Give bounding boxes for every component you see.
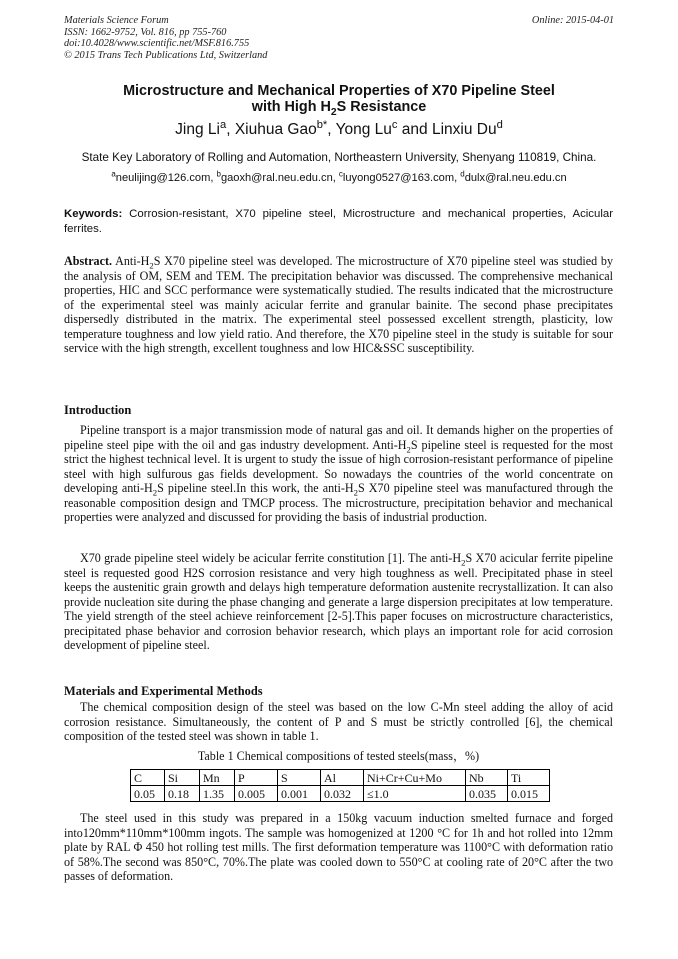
- section-heading-methods: Materials and Experimental Methods: [64, 684, 263, 698]
- email[interactable]: $^a$neulijing@126.com,: [111, 169, 217, 184]
- paper-title: [40, 83, 638, 118]
- title-line-2: with High $H_2S$ Resistance: [251, 99, 427, 118]
- table-cell: 0.005: [235, 786, 278, 802]
- table-cell: Nb: [466, 770, 508, 786]
- doi-line: doi:10.4028/www.scientific.net/MSF.816.755: [64, 38, 250, 50]
- abstract-label: Abstract.: [64, 254, 113, 268]
- keywords: [64, 207, 613, 236]
- title-line-1: Microstructure and Mechanical Properties of X70 Pipeline Steel: [123, 83, 555, 99]
- table-cell: 0.18: [165, 786, 200, 802]
- table-cell: ≤1.0: [364, 786, 466, 802]
- introduction-paragraph-2: X70 grade pipeline steel widely be acicular ferrite constitution [1]. The anti-$H_2S$ X70 acicular ferrite pipeline steel is requested good H2S corrosion resistance and very high toughness as well. Precipitated phase in steel keeps the austenitic grain growth and delays high temperature deformation austenite recrystallization. It can also provide nucleation site during the phase changing and generate a large dispersion precipitates at low temperature. The yield strength of the steel achieve reinforcement [2-5].This paper focuses on microstructure characteristics, precipitated phase behavior and corrosion behavior research, which plays an important role for acid corrosion development of pipeline steel.: [64, 551, 613, 653]
- table-cell: 0.001: [278, 786, 321, 802]
- email[interactable]: $^b$gaoxh@ral.neu.edu.cn,: [216, 169, 339, 184]
- author-emails: [40, 171, 638, 185]
- email[interactable]: $^d$dulx@ral.neu.edu.cn: [460, 169, 567, 184]
- author: Linxiu Du$^d$: [431, 118, 503, 138]
- abstract: Abstract. Anti-$H_2S$ X70 pipeline steel was developed. The microstructure of X70 pipeline steel was studied by the analysis of OM, SEM and TEM. The precipitation behavior was discussed. The comprehensive mechanical properties, HIC and SCC performance were systematically studied. The results indicated that the microstructure of the experimental steel was mainly acicular ferrite and granular bainite. The second phase precipitates dispersedly distributed in the matrix. The experimental steel possessed excellent strength, plasticity, low temperature toughness and low yield ratio. And therefore, the X70 pipeline steel in the study is suitable for sour service with the high strength, excellent toughness and low HIC&SSC susceptibility.: [64, 254, 613, 356]
- methods-paragraph-2: The steel used in this study was prepared in a 150kg vacuum induction smelted furnace and forged into120mm*110mm*100mm ingots. The sample was homogenized at 1200 °C for 1h and hot rolled into 12mm plate by RAL Φ 450 hot rolling test mills. The first deformation temperature was 1100°C with deformation ratio of 58%.The second was 850°C, 70%.The plate was cooled down to 550°C at cooling rate of 20°C after the two passes of deformation.: [64, 811, 613, 884]
- author-list: [40, 118, 638, 139]
- table-caption: Table 1 Chemical compositions of tested steels(mass，%): [197, 749, 480, 763]
- journal-name: Materials Science Forum: [64, 15, 169, 26]
- section-heading-introduction: Introduction: [64, 403, 132, 417]
- affiliation: State Key Laboratory of Rolling and Automation, Northeastern University, Shenyang 110819, China.: [81, 151, 597, 164]
- table-cell: S: [278, 770, 321, 786]
- author: Yong Lu$^c$ and: [335, 118, 432, 138]
- table-cell: C: [131, 770, 165, 786]
- copyright-line: © 2015 Trans Tech Publications Ltd, Switzerland: [64, 49, 268, 61]
- chemical-composition-table: [130, 769, 550, 802]
- issn-line: ISSN: 1662-9752, Vol. 816, pp 755-760: [64, 26, 227, 38]
- author: Xiuhua Gao$^{b*}$,: [234, 118, 336, 138]
- table-row: [131, 786, 550, 802]
- table-cell: Mn: [200, 770, 235, 786]
- online-date: Online: 2015-04-01: [531, 15, 614, 26]
- table-header-row: [131, 770, 550, 786]
- journal-header: [64, 15, 267, 61]
- author: Jing Li$^a$,: [175, 118, 235, 138]
- methods-paragraph-1: The chemical composition design of the steel was based on the low C-Mn steel adding the alloy of acid corrosion resistance. Simultaneously, the content of P and S must be strictly controlled [6], the chemical composition of the tested steel was shown in table 1.: [64, 700, 613, 744]
- table-cell: Al: [321, 770, 364, 786]
- table-cell: 1.35: [200, 786, 235, 802]
- table-cell: Ni+Cr+Cu+Mo: [364, 770, 466, 786]
- table-cell: 0.035: [466, 786, 508, 802]
- table-cell: Si: [165, 770, 200, 786]
- email[interactable]: $^c$luyong0527@163.com,: [338, 169, 461, 184]
- table-cell: 0.032: [321, 786, 364, 802]
- keywords-text: Corrosion-resistant, X70 pipeline steel, Microstructure and mechanical properties, Acicular ferrites.: [64, 208, 613, 235]
- keywords-label: Keywords:: [64, 208, 123, 220]
- table-cell: 0.015: [508, 786, 550, 802]
- table-cell: 0.05: [131, 786, 165, 802]
- table-cell: P: [235, 770, 278, 786]
- table-cell: Ti: [508, 770, 550, 786]
- introduction-paragraph-1: Pipeline transport is a major transmission mode of natural gas and oil. It demands higher on the properties of pipeline steel pipe with the oil and gas industry development. Anti-$H_2S$ pipeline steel is requested for the most strict the highest technical level. It is urgent to study the issue of high corrosion-resistant performance of pipeline steel with high sulfurous gas fields development. So nowadays the countries of the world concentrate on developing anti-$H_2S$ pipeline steel.In this work, the anti-$H_2S$ X70 pipeline steel was manufactured through the reasonable composition design and TMCP process. The microstructure, precipitation behavior and mechanical properties were analyzed and discussed for providing the basis of industrial production.: [64, 423, 613, 525]
